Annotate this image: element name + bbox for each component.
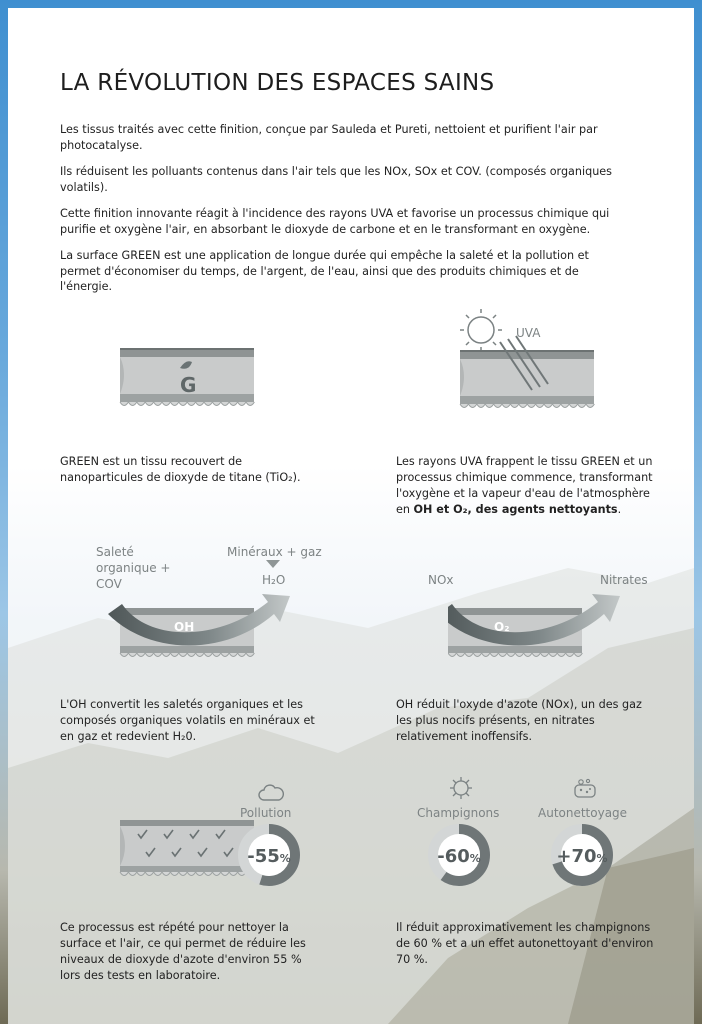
dirt-label-line1: Saleté (96, 545, 134, 559)
champignons-value (426, 846, 492, 867)
down-triangle-icon (266, 560, 280, 568)
pollution-number: -55 (247, 846, 280, 867)
step2-caption (396, 454, 654, 518)
step1-caption: GREEN est un tissu recouvert de nanoparticules de dioxyde de titane (TiO₂). (60, 455, 301, 484)
intro-paragraph: La surface GREEN est une application de longue durée qui empêche la saleté et la pollution et permet d'économiser du temps, de l'argent, de l'eau, ainsi que des produits chimiques et de l'énergie. (60, 249, 589, 293)
step6-caption: Il réduit approximativement les champignons de 60 % et a un effet autonettoyant d'environ 70 %. (396, 921, 654, 966)
intro-paragraph: Les tissus traités avec cette finition, conçue par Sauleda et Pureti, nettoient et purifient l'air par photocatalyse. (60, 123, 598, 152)
autonettoyage-label: Autonettoyage (538, 806, 628, 820)
cloud-icon (258, 784, 284, 802)
champignons-unit: % (469, 852, 481, 865)
step2-caption-text: Les rayons UVA frappent le tissu GREEN et un processus chimique commence, transformant l'oxygène et la vapeur d'eau de l'atmosphère en (396, 455, 653, 516)
germ-icon (448, 775, 474, 801)
pollution-unit: % (279, 852, 291, 865)
autonettoyage-value (549, 846, 615, 867)
dirt-label-line3: COV (96, 577, 122, 591)
uva-label: UVA (516, 326, 541, 340)
awning-oh-illustration (108, 580, 298, 670)
awning-o2-illustration (448, 580, 638, 670)
step2-caption-bold: OH et O₂, des agents nettoyants (413, 503, 618, 516)
awning-uva-illustration (448, 304, 618, 424)
intro-paragraph: Ils réduisent les polluants contenus dans l'air tels que les NOx, SOx et COV. (composés organiques volatils). (60, 165, 613, 194)
autonettoyage-unit: % (596, 852, 608, 865)
h2o-label: H₂O (262, 573, 286, 587)
step3-caption: L'OH convertit les saletés organiques et les composés organiques volatils en minéraux et en gaz et redevient H₂0. (60, 698, 315, 743)
champignons-label: Champignons (417, 806, 500, 820)
o2-label: O₂ (494, 620, 510, 634)
autonettoyage-number: +70 (556, 846, 597, 867)
oh-label: OH (174, 620, 195, 634)
pollution-label: Pollution (240, 806, 292, 820)
minerals-label: Minéraux + gaz (227, 545, 322, 559)
dirt-label-line2: organique + (96, 561, 171, 575)
step5-caption: Ce processus est répété pour nettoyer la surface et l'air, ce qui permet de réduire les niveaux de dioxyde d'azote d'environ 55 % lors des tests en laboratoire. (60, 921, 306, 982)
step4-caption: OH réduit l'oxyde d'azote (NOx), un des gaz les plus nocifs présents, en nitrates relativement inoffensifs. (396, 698, 642, 743)
sponge-icon (572, 778, 598, 800)
nox-label: NOx (428, 573, 454, 587)
intro-paragraph: Cette finition innovante réagit à l'incidence des rayons UVA et favorise un processus chimique qui purifie et oxygène l'air, en absorbant le dioxyde de carbone et en le transformant en oxygène. (60, 207, 610, 236)
green-logo-letter: G (180, 373, 197, 397)
nitrates-label: Nitrates (600, 573, 648, 587)
step2-caption-end: . (617, 503, 622, 516)
sun-icon (460, 309, 502, 351)
page (8, 8, 694, 1024)
page-title: LA RÉVOLUTION DES ESPACES SAINS (60, 70, 495, 96)
pollution-value (236, 846, 302, 867)
champignons-number: -60 (437, 846, 470, 867)
